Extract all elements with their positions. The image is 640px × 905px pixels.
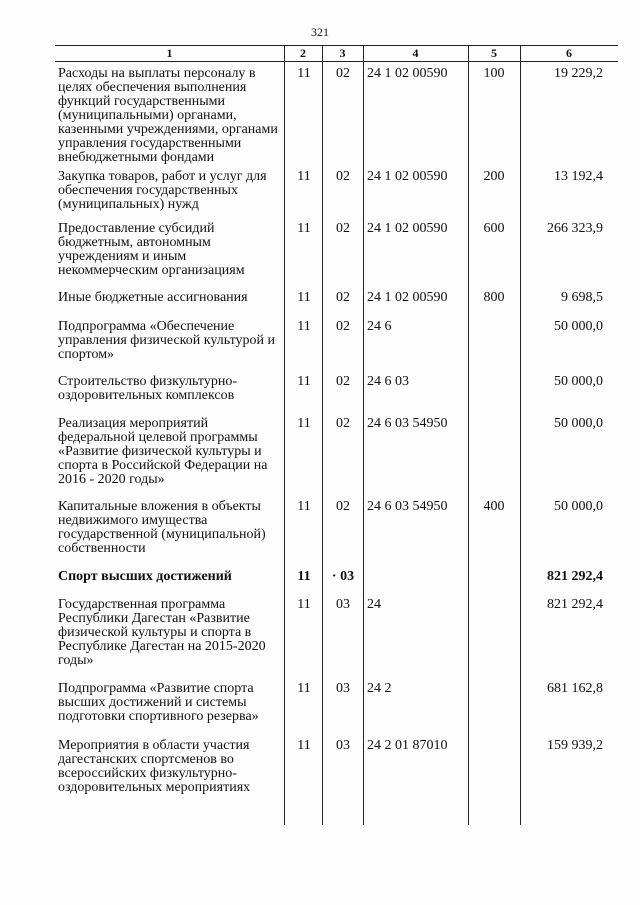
column-divider bbox=[322, 45, 323, 825]
row-vr: 600 bbox=[483, 221, 505, 236]
row-rz: 11 bbox=[297, 499, 311, 514]
header-col-1: 1 bbox=[166, 46, 173, 60]
page-number: 321 bbox=[311, 25, 329, 39]
row-csr: 24 6 bbox=[367, 319, 392, 334]
row-sum: 9 698,5 bbox=[561, 290, 603, 305]
row-name: Спорт высших достижений bbox=[58, 569, 232, 584]
row-pr: 03 bbox=[336, 681, 350, 696]
row-sum: 19 229,2 bbox=[554, 66, 603, 81]
budget-table bbox=[55, 45, 618, 825]
row-csr: 24 1 02 00590 bbox=[367, 66, 448, 81]
row-sum: 159 939,2 bbox=[547, 738, 603, 753]
row-sum: 821 292,4 bbox=[547, 569, 603, 584]
row-sum: 681 162,8 bbox=[547, 681, 603, 696]
row-pr: 02 bbox=[336, 374, 350, 389]
row-csr: 24 1 02 00590 bbox=[367, 169, 448, 184]
column-divider bbox=[520, 45, 521, 825]
row-csr: 24 1 02 00590 bbox=[367, 221, 448, 236]
row-name: Государственная программа Республики Дагестан «Развитие физической культуры и спорта в Республике Дагестан на 2015-2020 годы» bbox=[58, 597, 266, 668]
row-rz: 11 bbox=[297, 416, 311, 431]
row-sum: 50 000,0 bbox=[554, 319, 603, 334]
row-rz: 11 bbox=[297, 290, 311, 305]
row-csr: 24 bbox=[367, 597, 381, 612]
row-name: Предоставление субсидий бюджетным, автономным учреждениям и иным некоммерческим организациям bbox=[58, 221, 245, 278]
row-pr: 02 bbox=[336, 499, 350, 514]
column-divider bbox=[363, 45, 364, 825]
row-sum: 50 000,0 bbox=[554, 416, 603, 431]
row-rz: 11 bbox=[297, 569, 311, 584]
header-bottom-border bbox=[55, 61, 618, 62]
row-rz: 11 bbox=[297, 66, 311, 81]
row-pr: 02 bbox=[336, 416, 350, 431]
row-pr: · 03 bbox=[331, 569, 355, 584]
row-vr: 100 bbox=[483, 66, 505, 81]
row-rz: 11 bbox=[297, 169, 311, 184]
row-rz: 11 bbox=[297, 374, 311, 389]
row-rz: 11 bbox=[297, 319, 311, 334]
row-rz: 11 bbox=[297, 738, 311, 753]
row-pr: 03 bbox=[336, 738, 350, 753]
header-col-3: 3 bbox=[339, 46, 346, 60]
row-csr: 24 6 03 54950 bbox=[367, 499, 448, 514]
column-divider bbox=[284, 45, 285, 825]
row-name: Реализация мероприятий федеральной целевой программы «Развитие физической культуры и спорта в Российской Федерации на 2016 - 2020 годы» bbox=[58, 416, 268, 487]
row-vr: 200 bbox=[483, 169, 505, 184]
header-col-2: 2 bbox=[300, 46, 306, 60]
header-col-4: 4 bbox=[412, 46, 419, 60]
row-sum: 13 192,4 bbox=[554, 169, 603, 184]
row-name: Иные бюджетные ассигнования bbox=[58, 290, 248, 305]
row-csr: 24 2 bbox=[367, 681, 392, 696]
row-vr: 800 bbox=[483, 290, 505, 305]
row-csr: 24 2 01 87010 bbox=[367, 738, 448, 753]
row-sum: 50 000,0 bbox=[554, 499, 603, 514]
header-col-6: 6 bbox=[566, 46, 572, 60]
row-name: Мероприятия в области участия дагестанских спортсменов во всероссийских физкультурно-оздоровительных мероприятиях bbox=[58, 738, 251, 795]
row-name: Подпрограмма «Развитие спорта высших достижений и системы подготовки спортивного резерва» bbox=[58, 681, 259, 724]
row-rz: 11 bbox=[297, 681, 311, 696]
row-sum: 821 292,4 bbox=[547, 597, 603, 612]
header-col-5: 5 bbox=[491, 46, 497, 60]
row-name: Расходы на выплаты персоналу в целях обеспечения выполнения функций государственными (муниципальными) органами, казенными учреждениями, органами управления государственными внебюджетными фондами bbox=[58, 66, 278, 165]
row-csr: 24 6 03 54950 bbox=[367, 416, 448, 431]
row-csr: 24 6 03 bbox=[367, 374, 409, 389]
row-pr: 02 bbox=[336, 319, 350, 334]
row-csr: 24 1 02 00590 bbox=[367, 290, 448, 305]
row-vr: 400 bbox=[483, 499, 505, 514]
row-name: Подпрограмма «Обеспечение управления физической культурой и спортом» bbox=[58, 319, 275, 362]
row-name: Капитальные вложения в объекты недвижимого имущества государственной (муниципальной) собственности bbox=[58, 499, 266, 556]
row-sum: 266 323,9 bbox=[547, 221, 603, 236]
row-pr: 02 bbox=[336, 66, 350, 81]
row-sum: 50 000,0 bbox=[554, 374, 603, 389]
column-divider bbox=[468, 45, 469, 825]
row-pr: 02 bbox=[336, 169, 350, 184]
row-pr: 02 bbox=[336, 221, 350, 236]
row-pr: 02 bbox=[336, 290, 350, 305]
row-rz: 11 bbox=[297, 221, 311, 236]
row-rz: 11 bbox=[297, 597, 311, 612]
row-pr: 03 bbox=[336, 597, 350, 612]
row-name: Закупка товаров, работ и услуг для обеспечения государственных (муниципальных) нужд bbox=[58, 169, 267, 212]
row-name: Строительство физкультурно-оздоровительных комплексов bbox=[58, 374, 237, 403]
